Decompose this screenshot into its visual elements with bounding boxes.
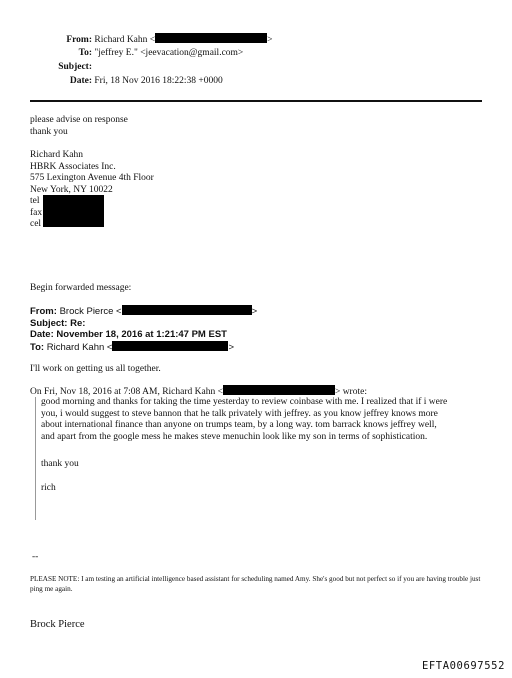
signature-address: New York, NY 10022 [30, 184, 113, 195]
fwd-to-value: Richard Kahn < [46, 341, 113, 353]
fwd-date-line [30, 329, 257, 341]
quoted-signoff: rich [41, 482, 56, 493]
quoted-line: about international finance than anyone on trumps team, by a long way. tom barrack knows jeffrey well, [41, 420, 437, 431]
signature-company: HBRK Associates Inc. [30, 161, 116, 172]
quoted-line: and apart from the google mess he makes steve menuchin look like my son in terms of sophistication. [41, 431, 428, 442]
to-value: "jeffrey E." <jeevacation@gmail.com> [94, 48, 244, 58]
quoted-line: you, i would suggest to steve bannon that he talk privately with jeffrey. as you know jeffrey knows more [41, 408, 438, 419]
quote-attribution [30, 385, 367, 397]
to-label: To: [78, 48, 92, 58]
quoted-line: good morning and thanks for taking the time yesterday to review coinbase with me. I realized that if i were [41, 397, 448, 407]
quoted-thanks: thank you [41, 459, 79, 470]
date-value: Fri, 18 Nov 2016 18:22:38 +0000 [94, 76, 223, 86]
header-subject-line [38, 61, 92, 73]
assistant-note: PLEASE NOTE: I am testing an artificial intelligence based assistant for scheduling named Amy. She's good but not perfect so if you are having trouble just ping me again. [30, 575, 481, 593]
signature-separator: -- [32, 552, 39, 562]
reply-text: I'll work on getting us all together. [30, 364, 161, 374]
subject-label: Subject: [58, 62, 92, 72]
fwd-from-line [30, 305, 257, 318]
redaction-box [155, 33, 267, 43]
redaction-box [122, 305, 252, 315]
header-from-line [50, 33, 273, 46]
fwd-from-label: From: [30, 306, 57, 317]
cell-label: cel [30, 219, 42, 229]
fwd-to-tail: > [228, 341, 235, 353]
message-body [30, 115, 128, 138]
attribution-end: > wrote: [334, 387, 367, 397]
header-to-line [50, 47, 243, 59]
fwd-from-value: Brock Pierce < [59, 306, 122, 317]
signature-name: Richard Kahn [30, 150, 84, 160]
fwd-date-label: Date: [30, 329, 54, 341]
redaction-box [112, 341, 228, 351]
header-divider [30, 100, 482, 102]
fwd-to-line [30, 341, 257, 354]
fwd-subject-value: Re: [70, 317, 86, 329]
date-label: Date: [69, 76, 92, 86]
fax-label: fax [30, 207, 43, 218]
fwd-from-tail: > [251, 306, 258, 317]
from-label: From: [66, 35, 92, 45]
attribution-start: On Fri, Nov 18, 2016 at 7:08 AM, Richard Kahn < [30, 387, 223, 397]
fwd-subject-line [30, 318, 257, 330]
signature-address: 575 Lexington Avenue 4th Floor [30, 173, 154, 183]
bates-number: EFTA00697552 [421, 660, 505, 672]
fwd-subject-label: Subject: [30, 317, 68, 329]
tel-label: tel [30, 196, 40, 206]
fwd-date-value: November 18, 2016 at 1:21:47 PM EST [56, 329, 227, 341]
from-tail: > [267, 35, 273, 45]
redaction-box [223, 385, 335, 395]
redaction-box [43, 195, 104, 227]
header-date-line [50, 75, 223, 87]
quoted-message [35, 397, 489, 520]
message-line: please advise on response [30, 115, 128, 125]
fwd-to-label: To: [30, 341, 45, 353]
from-value: Richard Kahn < [94, 35, 156, 45]
forwarded-header [30, 305, 257, 353]
message-line: thank you [30, 126, 68, 137]
sender-signature: Brock Pierce [30, 619, 85, 630]
forwarded-intro: Begin forwarded message: [30, 283, 132, 293]
